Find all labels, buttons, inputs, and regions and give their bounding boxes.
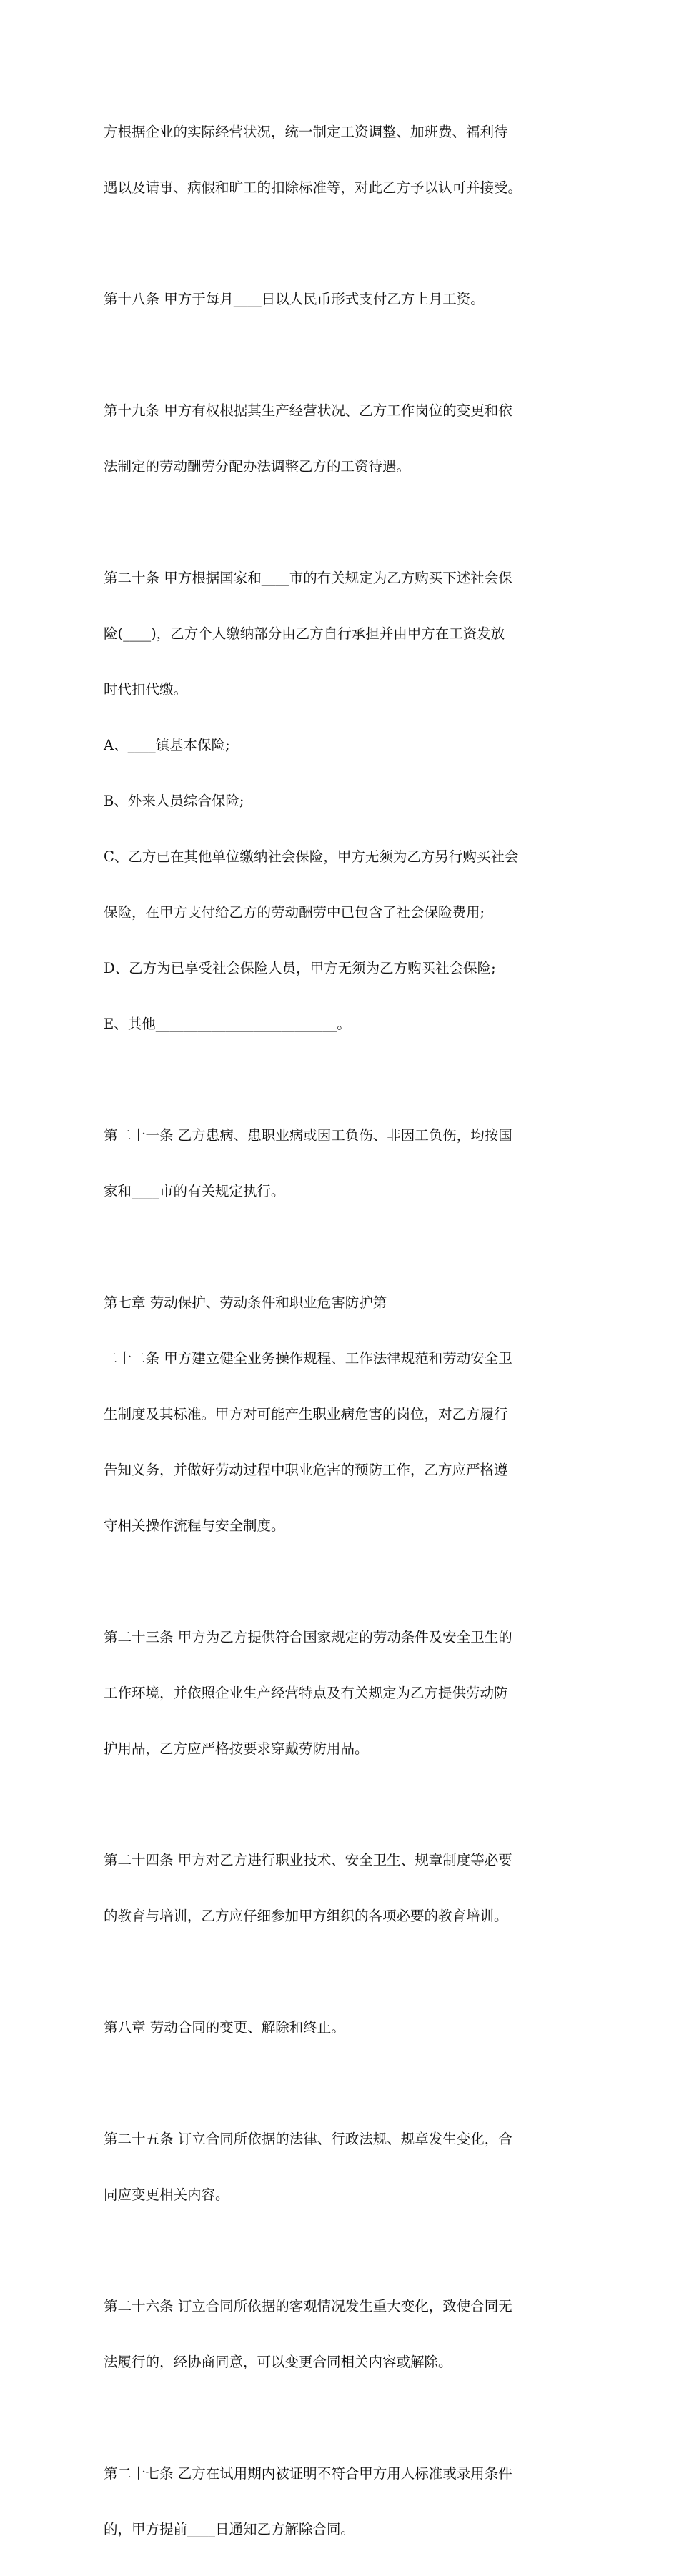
text-line: 法制定的劳动酬劳分配办法调整乙方的工资待遇。: [104, 458, 411, 475]
text-line: 方根据企业的实际经营状况，统一制定工资调整、加班费、福利待: [104, 124, 508, 140]
text-line: 遇以及请事、病假和旷工的扣除标准等，对此乙方予以认可并接受。: [104, 179, 522, 196]
text-line: 生制度及其标准。甲方对可能产生职业病危害的岗位，对乙方履行: [104, 1406, 508, 1422]
text-line: 第二十六条 订立合同所依据的客观情况发生重大变化，致使合同无: [104, 2298, 512, 2314]
chapter-heading: 第八章 劳动合同的变更、解除和终止。: [104, 2019, 345, 2036]
article-18: [104, 253, 583, 346]
chapter-7-article-22: [104, 1257, 583, 1572]
text-line: 第二十三条 甲方为乙方提供符合国家规定的劳动条件及安全卫生的: [104, 1629, 512, 1645]
text-line: 的，甲方提前____日通知乙方解除合同。: [104, 2521, 355, 2537]
text-line: 时代扣代缴。: [104, 681, 188, 698]
text-line: 家和____市的有关规定执行。: [104, 1183, 285, 1199]
text-line: 险(____)，乙方个人缴纳部分由乙方自行承担并由甲方在工资发放: [104, 625, 505, 642]
text-line: 同应变更相关内容。: [104, 2186, 229, 2203]
text-line: 第十九条 甲方有权根据其生产经营状况、乙方工作岗位的变更和依: [104, 402, 512, 419]
option-e: E、其他__________________________。: [104, 1016, 351, 1032]
text-line: 工作环境，并依照企业生产经营特点及有关规定为乙方提供劳动防: [104, 1685, 508, 1701]
text-line: 护用品，乙方应严格按要求穿戴劳防用品。: [104, 1740, 369, 1757]
article-24: [104, 1814, 583, 1963]
text-line: 法履行的，经协商同意，可以变更合同相关内容或解除。: [104, 2354, 452, 2370]
document-page: [104, 86, 583, 2576]
article-27: [104, 2427, 583, 2576]
article-26: [104, 2260, 583, 2409]
article-19: [104, 365, 583, 513]
text-line: 守相关操作流程与安全制度。: [104, 1517, 285, 1534]
option-c-continued: 保险，在甲方支付给乙方的劳动酬劳中已包含了社会保险费用;: [104, 904, 485, 921]
option-a: A、____镇基本保险;: [104, 737, 230, 753]
text-line: 二十二条 甲方建立健全业务操作规程、工作法律规范和劳动安全卫: [104, 1350, 512, 1367]
paragraph-salary-standards: [104, 86, 583, 234]
text-line: 第二十五条 订立合同所依据的法律、行政法规、规章发生变化，合: [104, 2131, 512, 2147]
chapter-8-heading: [104, 1981, 583, 2074]
option-d: D、乙方为已享受社会保险人员，甲方无须为乙方购买社会保险;: [104, 960, 496, 976]
text-line: 第二十七条 乙方在试用期内被证明不符合甲方用人标准或录用条件: [104, 2465, 512, 2482]
text-line: 告知义务，并做好劳动过程中职业危害的预防工作，乙方应严格遵: [104, 1462, 508, 1478]
text-line: 第二十条 甲方根据国家和____市的有关规定为乙方购买下述社会保: [104, 570, 512, 586]
option-c: C、乙方已在其他单位缴纳社会保险，甲方无须为乙方另行购买社会: [104, 848, 519, 865]
text-line: 的教育与培训，乙方应仔细参加甲方组织的各项必要的教育培训。: [104, 1908, 508, 1924]
article-20: [104, 532, 583, 1071]
article-25: [104, 2093, 583, 2241]
article-23: [104, 1591, 583, 1795]
chapter-heading: 第七章 劳动保护、劳动条件和职业危害防护第: [104, 1294, 387, 1311]
text-line: 第二十一条 乙方患病、患职业病或因工负伤、非因工负伤，均按国: [104, 1127, 512, 1144]
option-b: B、外来人员综合保险;: [104, 793, 244, 809]
article-21: [104, 1089, 583, 1238]
text-line: 第二十四条 甲方对乙方进行职业技术、安全卫生、规章制度等必要: [104, 1852, 512, 1868]
text-line: 第十八条 甲方于每月____日以人民币形式支付乙方上月工资。: [104, 291, 485, 307]
